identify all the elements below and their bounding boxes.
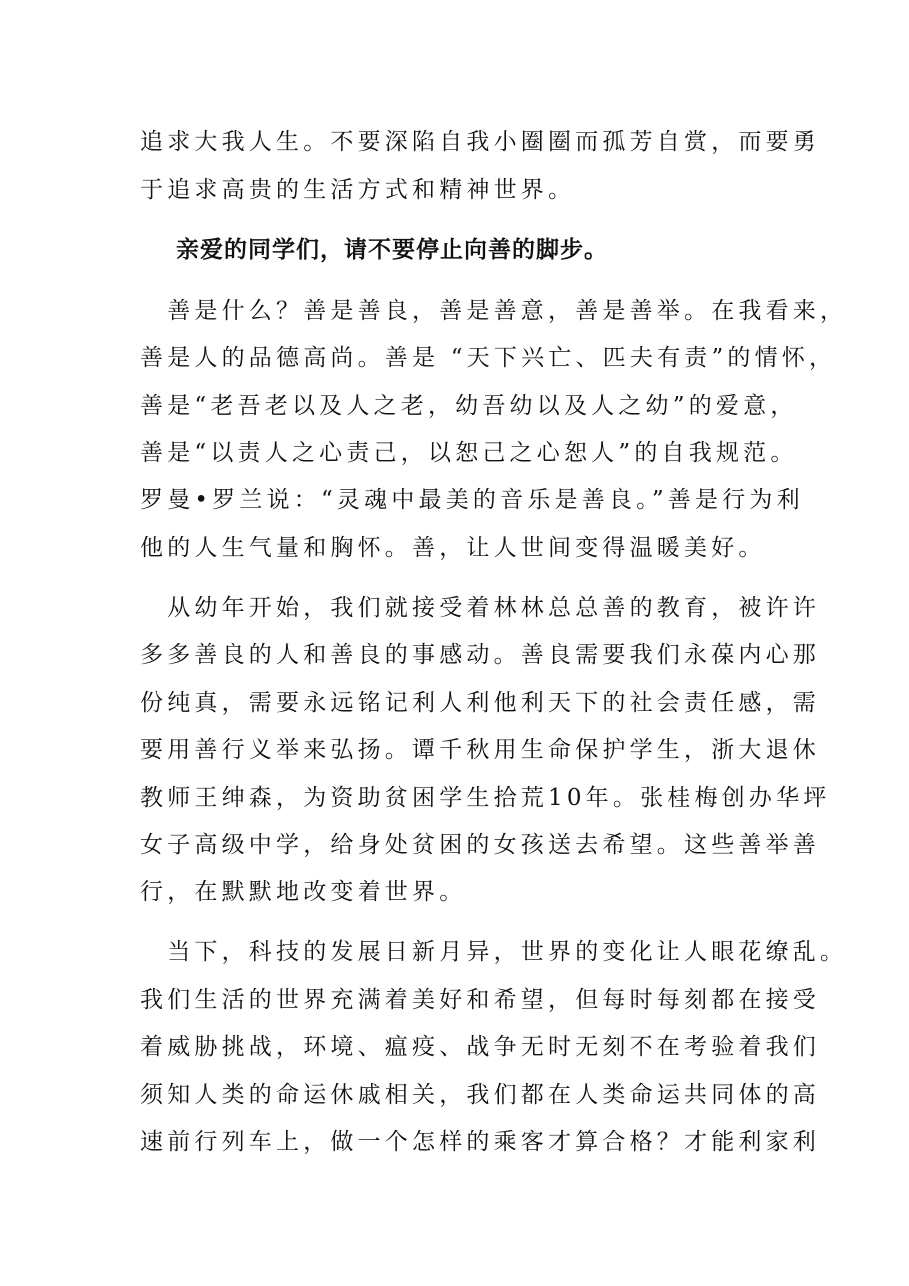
paragraph-3-line-1: 当下，科技的发展日新月异，世界的变化让人眼花缭乱。 [140, 939, 848, 965]
paragraph-2-line-3: 份纯真，需要永远铭记利人利他利天下的社会责任感，需 [140, 690, 820, 716]
paragraph-1-line-1: 善是什么？善是善良，善是善意，善是善举。在我看来， [140, 298, 848, 324]
paragraph-2-line-5: 教师王绅森，为资助贫困学生拾荒10年。张桂梅创办华坪 [140, 785, 831, 811]
section-heading: 亲爱的同学们，请不要停止向善的脚步。 [176, 237, 608, 263]
paragraph-2-line-4: 要用善行义举来弘扬。谭千秋用生命保护学生，浙大退休 [140, 737, 820, 763]
paragraph-3-line-5: 速前行列车上，做一个怎样的乘客才算合格？才能利家利 [140, 1129, 820, 1155]
paragraph-2-line-1: 从幼年开始，我们就接受着林林总总善的教育，被许许 [140, 595, 820, 621]
paragraph-1-line-5: 罗曼•罗兰说：“灵魂中最美的音乐是善良。”善是行为利 [140, 487, 804, 513]
paragraph-2-line-6: 女子高级中学，给身处贫困的女孩送去希望。这些善举善 [140, 832, 820, 858]
paragraph-1-line-2: 善是人的品德高尚。善是 “天下兴亡、匹夫有责”的情怀， [140, 345, 837, 371]
intro-line-1: 追求大我人生。不要深陷自我小圈圈而孤芳自赏，而要勇 [140, 129, 820, 155]
paragraph-2-line-2: 多多善良的人和善良的事感动。善良需要我们永葆内心那 [140, 642, 820, 668]
paragraph-1-line-6: 他的人生气量和胸怀。善，让人世间变得温暖美好。 [140, 535, 766, 561]
paragraph-2-line-7: 行，在默默地改变着世界。 [140, 879, 467, 905]
intro-line-2: 于追求高贵的生活方式和精神世界。 [140, 177, 576, 203]
paragraph-3-line-2: 我们生活的世界充满着美好和希望，但每时每刻都在接受 [140, 987, 820, 1013]
paragraph-1-line-3: 善是“老吾老以及人之老，幼吾幼以及人之幼”的爱意， [140, 393, 798, 419]
paragraph-3-line-3: 着威胁挑战，环境、瘟疫、战争无时无刻不在考验着我们 [140, 1034, 820, 1060]
paragraph-3-line-4: 须知人类的命运休戚相关，我们都在人类命运共同体的高 [140, 1082, 820, 1108]
paragraph-1-line-4: 善是“以责人之心责己，以恕己之心恕人”的自我规范。 [140, 440, 798, 466]
